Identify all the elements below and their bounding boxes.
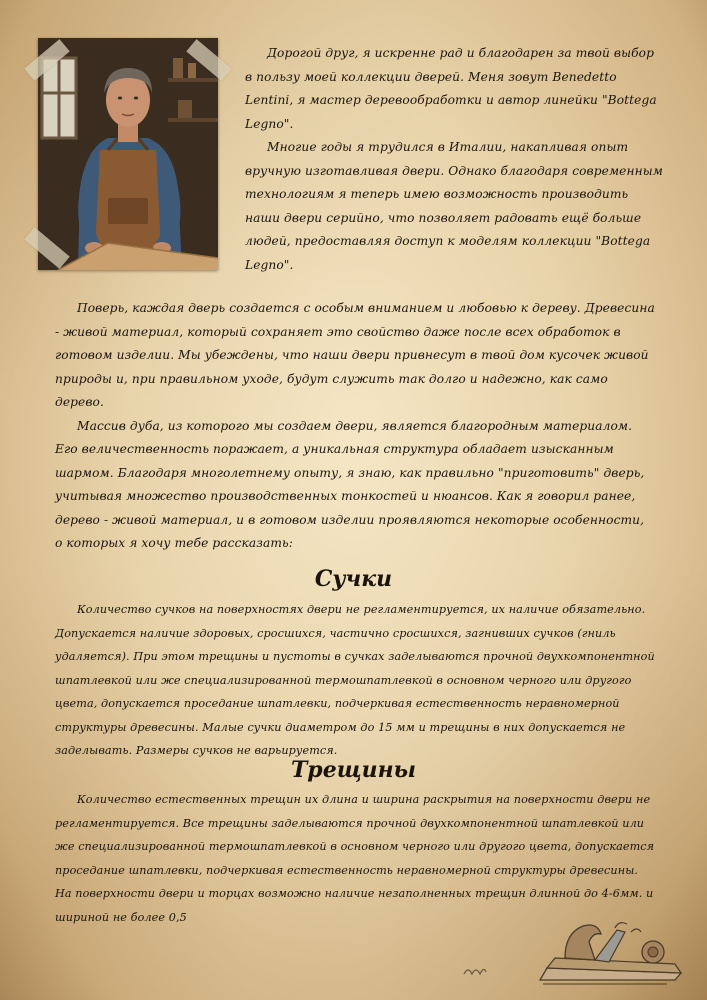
- section-knots-text: [55, 598, 655, 763]
- section-heading-cracks: Трещины: [290, 757, 417, 783]
- craftsman-illustration: [38, 38, 218, 270]
- intro-text: [245, 42, 665, 277]
- intro-paragraph: Многие годы я трудился в Италии, накапливая опыт вручную изготавливая двери. Однако благодаря современным технологиям я теперь имею возможность производить наши двери серийно, что позволяет радовать ещё больше людей, предоставляя доступ к моделям коллекции "Bottega Legno".: [245, 140, 663, 272]
- section-heading-knots: Сучки: [314, 566, 393, 592]
- intro-paragraph: Дорогой друг, я искренне рад и благодарен за твой выбор в пользу моей коллекции дверей. Меня зовут Benedetto Lentini, я мастер деревообработки и автор линейки "Bottega Legno".: [245, 46, 657, 131]
- hand-plane-illustration: [535, 918, 685, 988]
- section-paragraph: Количество сучков на поверхностях двери не регламентируется, их наличие обязательно. Допускается наличие здоровых, сросшихся, частично сросшихся, загнивших сучков (гниль удаляется). При этом трещины и пустоты в сучках заделываются прочной двухкомпонентной шпатлевкой или же специализированной термошпатлевкой в основном черного или другого цвета, допускается проседание шпатлевки, подчеркивая естественность неравномерной структуры древесины. Малые сучки диаметром до 15 мм и трещины в них допускается не заделывать. Размеры сучков не варьируется.: [55, 603, 655, 757]
- section-cracks-text: [55, 788, 655, 929]
- body-paragraph: Поверь, каждая дверь создается с особым вниманием и любовью к дереву. Древесина - живой материал, который сохраняет это свойство даже после всех обработок в готовом изделии. Мы убеждены, что наши двери привнесут в твой дом кусочек живой природы и, при правильном уходе, будут служить так долго и надежно, как само дерево.: [55, 301, 655, 409]
- doodle-ornament: [462, 964, 488, 978]
- body-paragraph: Массив дуба, из которого мы создаем двери, является благородным материалом. Его величественность поражает, а уникальная структура обладает изысканным шармом. Благодаря многолетнему опыту, я знаю, как правильно "приготовить" дверь, учитывая множество производственных тонкостей и нюансов. Как я говорил ранее, дерево - живой материал, и в готовом изделии проявляются некоторые особенности, о которых я хочу тебе рассказать:: [55, 418, 645, 550]
- craftsman-photo: [38, 38, 218, 270]
- craftsman-photo-frame: [38, 38, 218, 270]
- body-text: [55, 297, 655, 556]
- section-paragraph: Количество естественных трещин их длина и ширина раскрытия на поверхности двери не регламентируется. Все трещины заделываются прочной двухкомпонентной шпатлевкой или же специализированной термошпатлевкой в основном черного или другого цвета, допускается проседание шпатлевки, подчеркивая естественность неравномерной структуры древесины. На поверхности двери и торцах возможно наличие незаполненных трещин длинной до 4-6мм. и шириной не более 0,5: [55, 793, 655, 924]
